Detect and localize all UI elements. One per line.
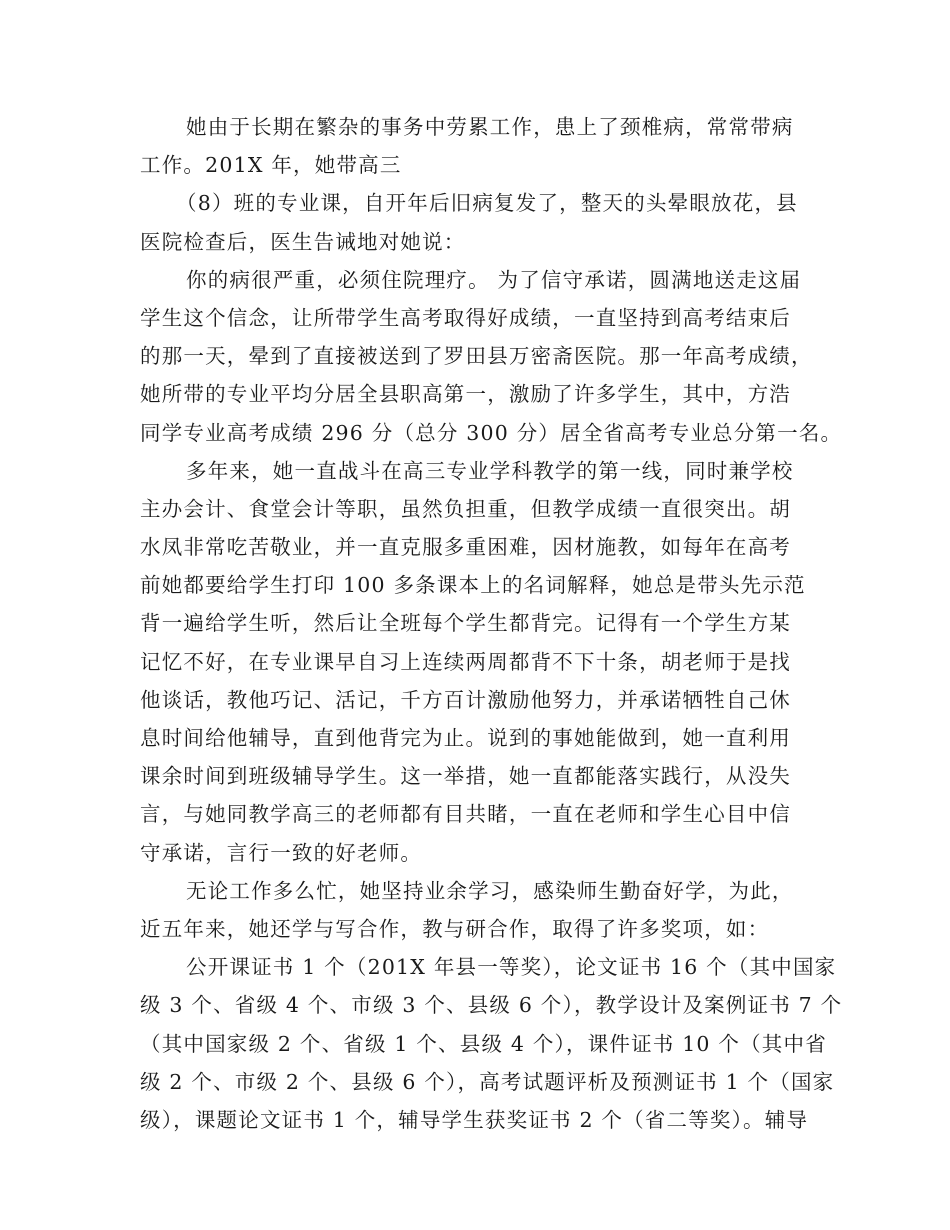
- text-line: 同学专业高考成绩 296 分（总分 300 分）居全省高考专业总分第一名。: [140, 420, 843, 445]
- text-line: 息时间给他辅导，直到他背完为止。说到的事她能做到，她一直利用: [140, 726, 791, 750]
- text-line: 水凤非常吃苦敬业，并一直克服多重困难，因材施教，如每年在高考: [140, 535, 791, 560]
- text-line: 无论工作多么忙，她坚持业余学习，感染师生勤奋好学，为此，: [186, 878, 794, 903]
- text-line: 她由于长期在繁杂的事务中劳累工作，患上了颈椎病，常常带病: [186, 115, 794, 139]
- text-line: 近五年来，她还学与写合作，教与研合作，取得了许多奖项，如：: [140, 916, 770, 941]
- text-line: 的那一天，晕到了直接被送到了罗田县万密斋医院。那一年高考成绩，: [140, 344, 813, 369]
- text-line: 守承诺，言行一致的好老师。: [140, 840, 423, 865]
- text-line: 言，与她同教学高三的老师都有目共睹，一直在老师和学生心目中信: [140, 802, 791, 827]
- text-line: 级 2 个、市级 2 个、县级 6 个），高考试题评析及预测证书 1 个（国家: [140, 1069, 835, 1094]
- text-line: 记忆不好，在专业课早自习上连续两周都背不下十条，胡老师于是找: [140, 649, 791, 674]
- text-line: 课余时间到班级辅导学生。这一举措，她一直都能落实践行，从没失: [140, 764, 791, 789]
- text-line: 他谈话，教他巧记、活记，千方百计激励他努力，并承诺牺牲自己休: [140, 687, 791, 712]
- text-line: 学生这个信念，让所带学生高考取得好成绩，一直坚持到高考结束后: [140, 305, 791, 330]
- text-line: 背一遍给学生听，然后让全班每个学生都背完。记得有一个学生方某: [140, 611, 791, 636]
- text-line: 公开课证书 1 个（201X 年县一等奖），论文证书 16 个（其中国家: [186, 955, 837, 980]
- text-line: 主办会计、食堂会计等职，虽然负担重，但教学成绩一直很突出。胡: [140, 496, 791, 521]
- text-line: （8）班的专业课，自开年后旧病复发了，整天的头晕眼放花，县: [176, 191, 798, 216]
- body-text: [140, 108, 843, 1139]
- text-line: 工作。201X 年，她带高三: [140, 153, 402, 178]
- text-line: 你的病很严重，必须住院理疗。 为了信守承诺，圆满地送走这届: [186, 267, 802, 292]
- text-line: 级 3 个、省级 4 个、市级 3 个、县级 6 个），教学设计及案例证书 7 个: [140, 993, 843, 1018]
- text-line: 她所带的专业平均分居全县职高第一，激励了许多学生，其中，方浩: [140, 382, 791, 407]
- text-line: 级），课题论文证书 1 个，辅导学生获奖证书 2 个（省二等奖）。辅导: [140, 1107, 809, 1132]
- text-line: 医院检查后，医生告诫地对她说：: [140, 229, 466, 254]
- text-line: 多年来，她一直战斗在高三专业学科教学的第一线，同时兼学校: [186, 458, 794, 483]
- text-line: （其中国家级 2 个、省级 1 个、县级 4 个），课件证书 10 个（其中省: [140, 1031, 827, 1056]
- text-line: 前她都要给学生打印 100 多条课本上的名词解释，她总是带头先示范: [140, 573, 806, 598]
